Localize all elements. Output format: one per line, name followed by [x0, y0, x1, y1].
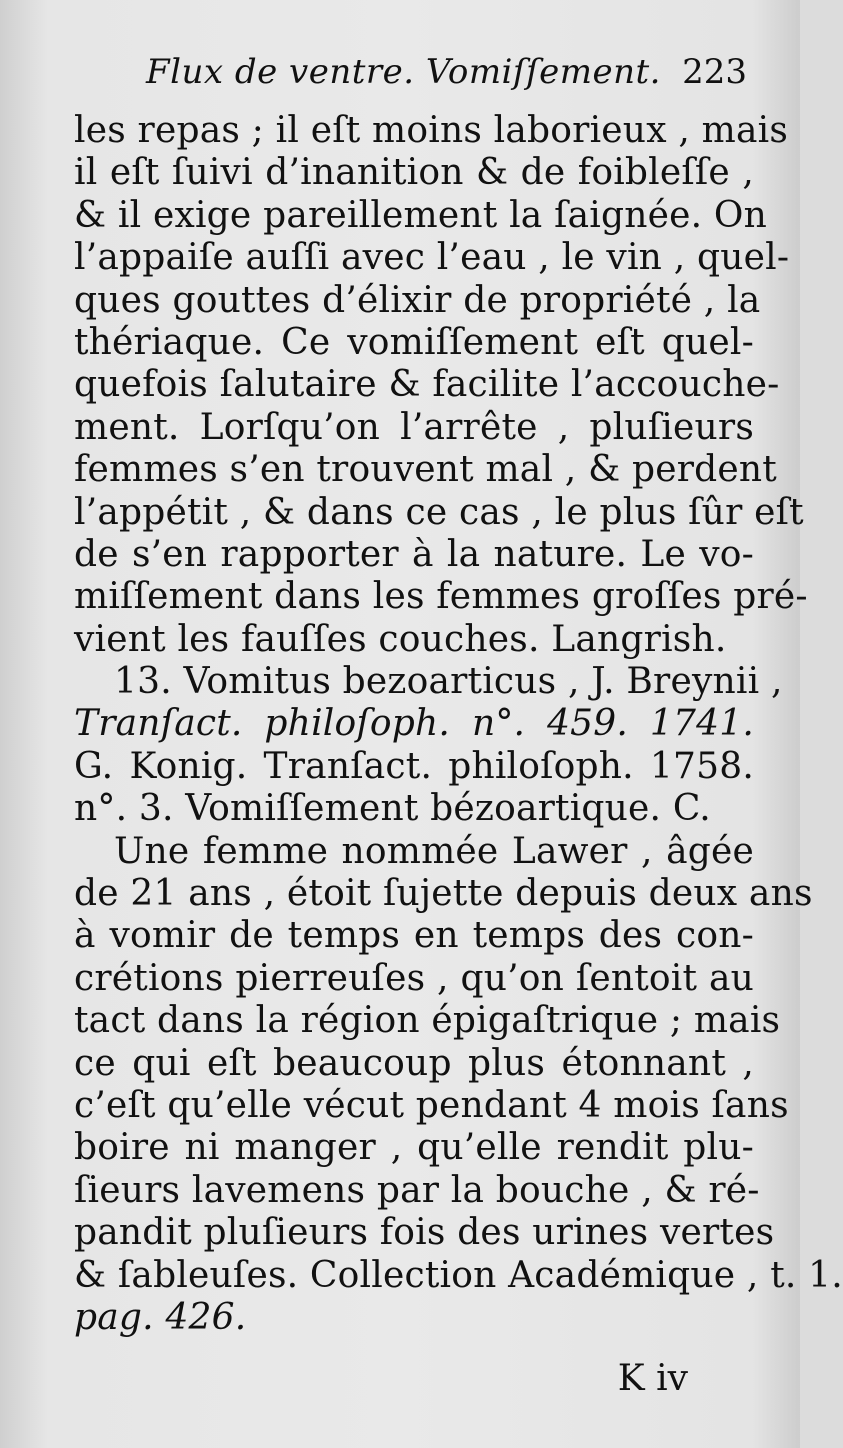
text-line: ce qui eſt beaucoup plus étonnant , [74, 1042, 754, 1084]
text-line: de 21 ans , étoit ſujette depuis deux ans [74, 873, 813, 915]
text-line: Tranſact. philoſoph. n°. 459. 1741. [74, 703, 754, 745]
text-line: l’appaiſe auſſi avec l’eau , le vin , quel- [74, 237, 790, 279]
text-line: c’eſt qu’elle vécut pendant 4 mois ſans [74, 1084, 789, 1126]
text-line: il eſt ſuivi d’inanition & de foibleſſe , [74, 152, 754, 194]
text-line: vient les fauſſes couches. Langrish. [74, 618, 727, 660]
text-line: l’appétit , & dans ce cas , le plus ſûr eſt [74, 491, 804, 533]
text-line: ſieurs lavemens par la bouche , & ré- [74, 1169, 760, 1211]
text-line: ment. Lorſqu’on l’arrête , pluſieurs [74, 406, 754, 448]
text-line: & ſableuſes. Collection Académique , t. 1. [74, 1254, 843, 1296]
book-page [52, 40, 843, 1410]
text-line: ques gouttes d’élixir de propriété , la [74, 279, 761, 321]
text-line: thériaque. Ce vomiſſement eſt quel- [74, 321, 754, 363]
text-line: à vomir de temps en temps des con- [74, 915, 754, 957]
text-line: n°. 3. Vomiſſement bézoartique. C. [74, 788, 711, 830]
text-line: quefois ſalutaire & facilite l’accouche- [74, 364, 780, 406]
text-line: femmes s’en trouvent mal , & perdent [74, 449, 777, 491]
text-line: miſſement dans les femmes groſſes pré- [74, 576, 808, 618]
text-line: Une femme nommée Lawer , âgée [114, 830, 754, 872]
text-line: pag. 426. [74, 1296, 247, 1338]
running-head-title: Flux de ventre. Vomiſſement. [146, 52, 661, 92]
text-line: pandit pluſieurs fois des urines vertes [74, 1212, 775, 1254]
text-line: crétions pierreuſes , qu’on ſentoit au [74, 957, 754, 999]
running-head [52, 40, 752, 100]
text-line: G. Konig. Tranſact. philoſoph. 1758. [74, 745, 754, 787]
body-text [74, 110, 843, 1339]
page-number: 223 [682, 52, 747, 92]
text-line: 13. Vomitus bezoarticus , J. Breynii , [114, 661, 783, 703]
text-line: boire ni manger , qu’elle rendit plu- [74, 1127, 754, 1169]
text-line: de s’en rapporter à la nature. Le vo- [74, 533, 754, 575]
text-line: tact dans la région épigaſtrique ; mais [74, 1000, 781, 1042]
text-line: & il exige pareillement la ſaignée. On [74, 194, 768, 236]
signature-mark: K iv [617, 1358, 688, 1399]
text-line: les repas ; il eſt moins laborieux , mais [74, 110, 789, 151]
